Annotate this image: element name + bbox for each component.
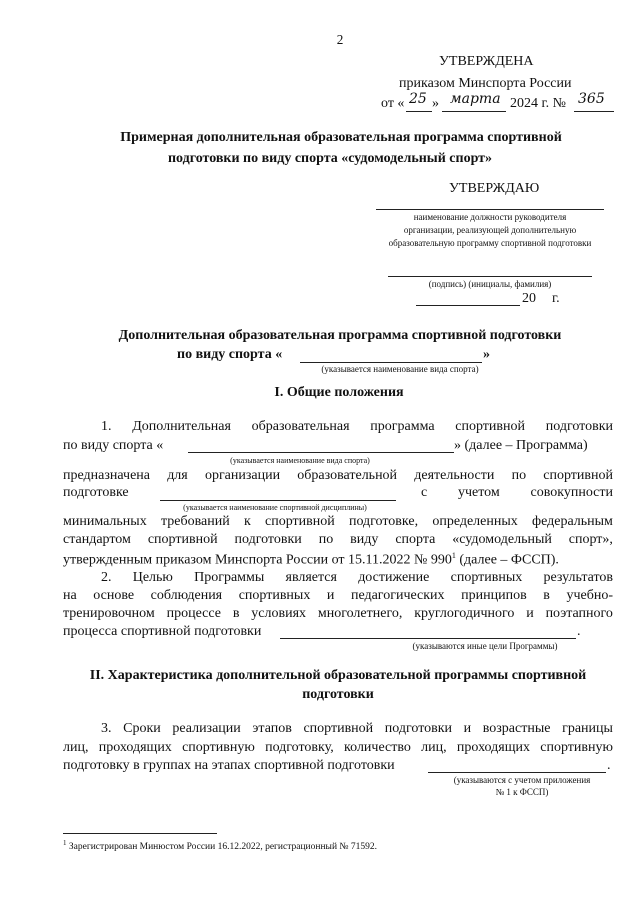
p1-caption-sport: (указывается наименование вида спорта) [230, 456, 370, 465]
approve-caption-3: образовательную программу спортивной подготовки [388, 238, 592, 248]
approve-year: 20 [522, 291, 536, 306]
p1-line1: 1. Дополнительная образовательная программа спортивной подготовки [101, 419, 613, 434]
section2-heading-line1: II. Характеристика дополнительной образовательной программы спортивной [89, 668, 587, 683]
p3-line2: лиц, проходящих спортивную подготовку, количество лиц, проходящих спортивную [63, 740, 613, 755]
p1-line5: минимальных требований к спортивной подготовке, определенных федеральным [63, 514, 613, 529]
approve-title: УТВЕРЖДАЮ [449, 181, 540, 196]
program-title-line2-suffix: » [483, 347, 490, 362]
p2-line4-end: . [577, 624, 581, 639]
approval-date-prefix: от « [381, 96, 405, 111]
approval-date-mid: » [432, 96, 439, 111]
p1-line2-prefix: по виду спорта « [63, 438, 164, 453]
doc-title-line1: Примерная дополнительная образовательная программа спортивной [120, 130, 562, 145]
p3-line3: подготовку в группах на этапах спортивной подготовки [63, 758, 395, 773]
footnote: $^1$ Зарегистрирован Минюстом России 16.12.2022, регистрационный № 71592. [63, 839, 377, 853]
page-number: 2 [336, 32, 344, 47]
p2-caption-goals: (указываются иные цели Программы) [412, 641, 558, 651]
p3-caption-1: (указываются с учетом приложения [453, 775, 591, 785]
p3-line3-end: . [607, 758, 611, 773]
p1-line4-end: с учетом совокупности [421, 485, 613, 500]
approval-year: 2024 г. № [510, 96, 567, 111]
doc-title-line2: подготовки по виду спорта «судомодельный спорт» [167, 151, 493, 166]
p2-line2: на основе соблюдения спортивных и педагогических принципов в учебно- [63, 588, 613, 603]
sign-caption: (подпись) (инициалы, фамилия) [428, 279, 552, 289]
section2-heading-line2: подготовки [302, 687, 374, 702]
p1-caption-discipline: (указывается наименование спортивной дисциплины) [183, 503, 367, 512]
approval-title: УТВЕРЖДЕНА [439, 54, 534, 69]
p2-line4: процесса спортивной подготовки [63, 624, 262, 639]
p1-line7: утвержденным приказом Минспорта России от 15.11.2022 № $990^1$ (далее – ФССП). [63, 551, 559, 568]
program-title-line2-prefix: по виду спорта « [177, 347, 283, 362]
p3-line1: 3. Сроки реализации этапов спортивной подготовки и возрастные границы [101, 721, 613, 736]
handwritten-month: марта [450, 91, 501, 107]
approve-caption-2: организации, реализующей дополнительную [403, 225, 577, 235]
p2-line1: 2. Целью Программы является достижение спортивных результатов [101, 570, 613, 585]
program-title-caption: (указывается наименование вида спорта) [321, 364, 479, 374]
handwritten-day: 25 [409, 91, 427, 107]
approve-g: г. [552, 291, 560, 306]
handwritten-number: 365 [578, 91, 605, 107]
p1-line2-suffix: » (далее – Программа) [454, 438, 588, 453]
approve-caption-1: наименование должности руководителя [413, 212, 567, 222]
approval-order: приказом Минспорта России [399, 76, 572, 91]
p1-line3: предназначена для организации образовательной деятельности по спортивной [63, 468, 613, 483]
p1-line6: стандартом спортивной подготовки по виду спорта «судомодельный спорт», [63, 532, 613, 547]
program-title-line1: Дополнительная образовательная программа спортивной подготовки [118, 328, 562, 343]
footnote-ref: 1 [451, 551, 456, 560]
p2-line3: тренировочном процессе в условиях многолетнего, круглогодичного и поэтапного [63, 606, 613, 621]
section1-heading: I. Общие положения [274, 385, 404, 400]
footnote-separator [63, 833, 217, 834]
p3-caption-2: № 1 к ФССП) [495, 787, 549, 797]
p1-line4-start: подготовке [63, 485, 129, 500]
